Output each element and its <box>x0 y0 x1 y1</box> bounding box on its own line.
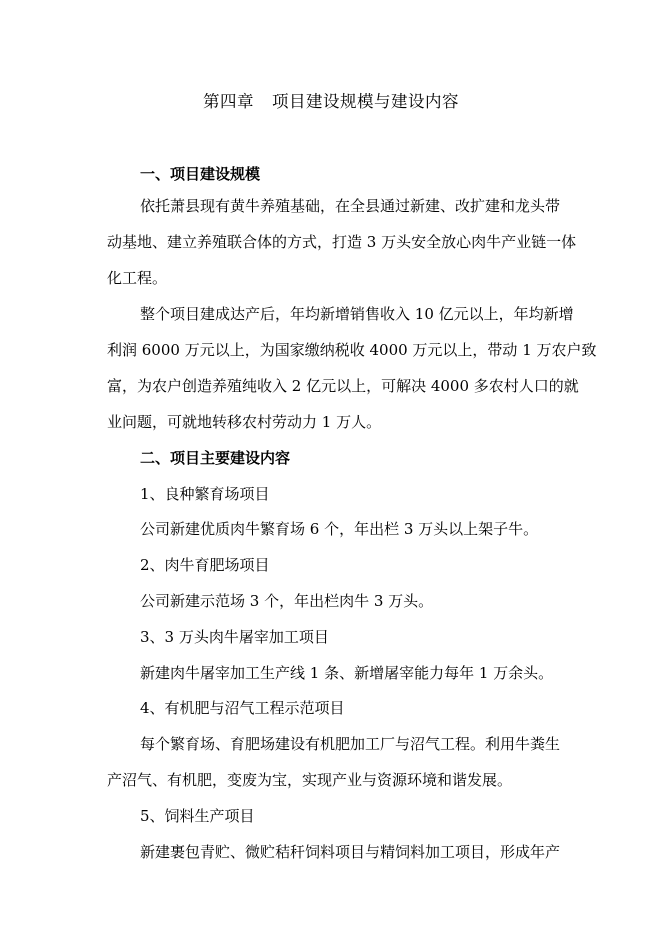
item-text: 产沼气、有机肥，变废为宝，实现产业与资源环境和谐发展。 <box>107 771 513 789</box>
chapter-number: 第四章 <box>203 92 254 111</box>
paragraph-line: 利润 6000 万元以上，为国家缴纳税收 4000 万元以上，带动 1 万农户致 <box>107 341 597 359</box>
paragraph-line: 动基地、建立养殖联合体的方式，打造 3 万头安全放心肉牛产业链一体 <box>107 233 577 251</box>
section-heading-1: 一、项目建设规模 <box>140 165 261 183</box>
chapter-title <box>0 92 662 112</box>
paragraph-line: 依托萧县现有黄牛养殖基础，在全县通过新建、改扩建和龙头带 <box>140 197 561 215</box>
item-title: 5、饲料生产项目 <box>140 807 255 825</box>
item-title: 1、良种繁育场项目 <box>140 485 270 503</box>
item-title: 2、肉牛育肥场项目 <box>140 556 270 574</box>
paragraph-line: 整个项目建成达产后，年均新增销售收入 10 亿元以上，年均新增 <box>140 305 574 323</box>
item-title: 4、有机肥与沼气工程示范项目 <box>140 699 345 717</box>
item-title: 3、3 万头肉牛屠宰加工项目 <box>140 628 329 646</box>
paragraph-line: 业问题，可就地转移农村劳动力 1 万人。 <box>107 413 382 431</box>
paragraph-line: 富，为农户创造养殖纯收入 2 亿元以上，可解决 4000 多农村人口的就 <box>107 377 579 395</box>
chapter-name: 项目建设规模与建设内容 <box>272 92 459 111</box>
item-text: 新建裹包青贮、微贮秸秆饲料项目与精饲料加工项目，形成年产 <box>140 843 561 861</box>
item-text: 公司新建示范场 3 个，年出栏肉牛 3 万头。 <box>140 592 434 610</box>
item-text: 每个繁育场、育肥场建设有机肥加工厂与沼气工程。利用牛粪生 <box>140 735 561 753</box>
item-text: 新建肉牛屠宰加工生产线 1 条、新增屠宰能力每年 1 万余头。 <box>140 664 554 682</box>
item-text: 公司新建优质肉牛繁育场 6 个，年出栏 3 万头以上架子牛。 <box>140 520 539 538</box>
paragraph-line: 化工程。 <box>107 269 168 287</box>
section-heading-2: 二、项目主要建设内容 <box>140 449 291 467</box>
